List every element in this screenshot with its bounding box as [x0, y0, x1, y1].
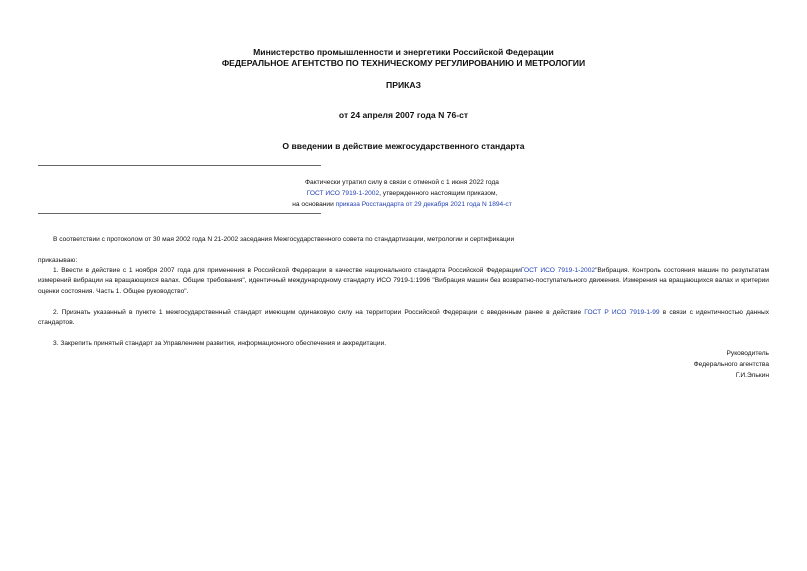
agency-name: ФЕДЕРАЛЬНОЕ АГЕНТСТВО ПО ТЕХНИЧЕСКОМУ РЕГУЛИРОВАНИЮ И МЕТРОЛОГИИ: [221, 57, 586, 68]
item-1-paragraph: [38, 266, 769, 297]
status-note: [232, 178, 572, 210]
document-type: ПРИКАЗ: [386, 80, 421, 90]
signature-name: Г.И.Элькин: [735, 371, 769, 379]
status-line-2: [232, 189, 572, 200]
divider-bottom: [38, 213, 321, 214]
ministry-name: Министерство промышленности и энергетики Российской Федерации: [253, 47, 554, 57]
signature-title-1: Руководитель: [726, 350, 769, 357]
status-line-2-rest: , утвержденного настоящим приказом,: [379, 189, 498, 197]
document-subject: О введении в действие межгосударственного стандарта: [282, 141, 525, 151]
gost-link[interactable]: ГОСТ ИСО 7919-1-2002: [306, 189, 380, 197]
item-2-rest: в связи с идентичностью данных стандартов.: [38, 309, 769, 327]
rosstandart-order-link[interactable]: приказа Росстандарта от 29 декабря 2021 года N 1894-ст: [335, 200, 512, 208]
status-line-3: [232, 200, 572, 211]
item-2-paragraph: [38, 308, 769, 329]
signature-block: [694, 349, 769, 381]
item-1-gost-link[interactable]: ГОСТ ИСО 7919-1-2002: [520, 267, 596, 274]
status-line-1: Фактически утратил силу в связи с отменой с 1 июня 2022 года: [305, 179, 499, 186]
signature-title-2: Федерального агентства: [693, 360, 769, 368]
item-2-gost-link[interactable]: ГОСТ Р ИСО 7919-1-99: [584, 309, 660, 316]
document-date: от 24 апреля 2007 года N 76-ст: [338, 110, 469, 120]
item-1-prefix: 1. Ввести в действие с 1 ноября 2007 года для применения в Российской Федерации в качестве национального стандарта Российской Федерации: [53, 267, 521, 274]
protocol-paragraph: В соответствии с протоколом от 30 мая 2002 года N 21-2002 заседания Межгосударственного совета по стандартизации, метрологии и сертификации: [53, 236, 515, 243]
status-line-3-prefix: на основании: [292, 200, 336, 208]
item-2-prefix: 2. Признать указанный в пункте 1 межгосударственный стандарт имеющим одинаковую силу на территории Российской Федерации с введенным ранее в действие: [53, 309, 585, 316]
document-header: [0, 47, 807, 68]
item-1-rest: "Вибрация. Контроль состояния машин по результатам измерений вибрации на вращающихся валах. Общие требования", идентичный международному стандарту ИСО 7919-1:1996 "Вибрация машин без возвратно-поступательного движения. Измерения на вращающихся валах и критерии оценки состояния. Часть 1. Общее руководство".: [38, 267, 769, 295]
divider-top: [38, 165, 321, 166]
item-3-paragraph: 3. Закрепить принятый стандарт за Управлением развития, информационного обеспечения и аккредитации.: [53, 340, 387, 347]
orders-paragraph: приказываю:: [38, 257, 78, 264]
